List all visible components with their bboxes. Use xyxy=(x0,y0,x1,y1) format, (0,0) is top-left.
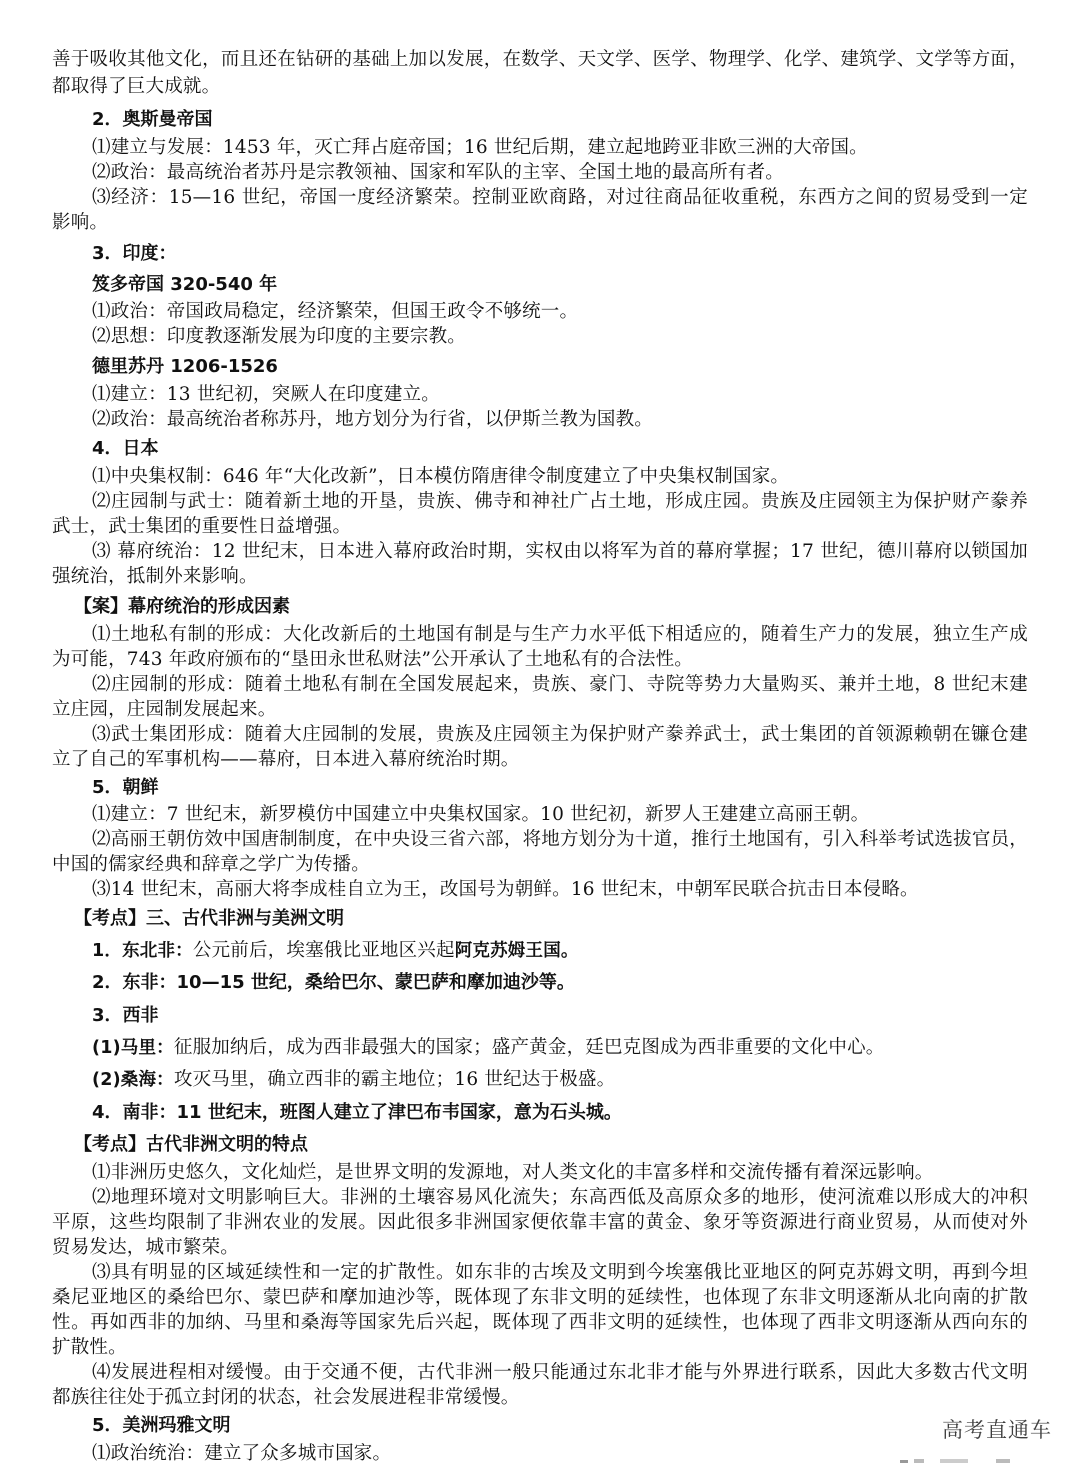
text-line: 强统治，抵制外来影响。 xyxy=(52,566,258,587)
text-line: 善于吸收其他文化，而且还在钻研的基础上加以发展，在数学、天文学、医学、物理学、化学、建筑学、文学等方面， xyxy=(52,49,1028,70)
text-line xyxy=(92,1035,884,1061)
section-heading: 3．印度： xyxy=(92,243,177,264)
text-line: 影响。 xyxy=(52,212,109,233)
text-line: 扩散性。 xyxy=(52,1337,127,1358)
text-line: ⑴中央集权制：646 年“大化改新”，日本模仿隋唐律令制度建立了中央集权制国家。 xyxy=(92,466,790,487)
text-line: ⑵庄园制与武士：随着新土地的开垦，贵族、佛寺和神社广占土地，形成庄园。贵族及庄园领主为保护财产豢养 xyxy=(92,491,1028,512)
text-line: ⑵高丽王朝仿效中国唐制制度，在中央设三省六部，将地方划分为十道，推行土地国有，引入科举考试选拔官员， xyxy=(92,829,1028,850)
section-heading: 5．美洲玛雅文明 xyxy=(92,1415,231,1436)
text-line xyxy=(92,938,579,964)
text-line: ⑵政治：最高统治者称苏丹，地方划分为行省，以伊斯兰教为国教。 xyxy=(92,409,654,430)
text-line: 武士，武士集团的重要性日益增强。 xyxy=(52,516,352,537)
item-label: 1．东北非： xyxy=(92,941,193,961)
note-heading: 【考点】古代非洲文明的特点 xyxy=(74,1134,308,1155)
section-heading: 2．东非：10—15 世纪，桑给巴尔、蒙巴萨和摩加迪沙等。 xyxy=(92,972,575,993)
text-line: ⑵地理环境对文明影响巨大。非洲的土壤容易风化流失；东高西低及高原众多的地形，使河流难以形成大的冲积 xyxy=(92,1187,1028,1208)
text-line: 都族往往处于孤立封闭的状态，社会发展进程非常缓慢。 xyxy=(52,1387,520,1408)
cropped-text-fragment xyxy=(900,1458,1020,1464)
text-line: 立了自己的军事机构——幕府，日本进入幕府统治时期。 xyxy=(52,749,520,770)
text-line: ⑶14 世纪末，高丽大将李成桂自立为王，改国号为朝鲜。16 世纪末，中朝军民联合抗击日本侵略。 xyxy=(92,879,919,900)
section-heading: 【考点】三、古代非洲与美洲文明 xyxy=(74,908,344,929)
text-line: 为可能，743 年政府颁布的“垦田永世私财法”公开承认了土地私有的合法性。 xyxy=(52,649,694,670)
text-line: ⑴土地私有制的形成：大化改新后的土地国有制是与生产力水平低下相适应的，随着生产力的发展，独立生产成 xyxy=(92,624,1028,645)
section-heading: 4．南非：11 世纪末，班图人建立了津巴布韦国家，意为石头城。 xyxy=(92,1102,622,1123)
text-line: 贸易发达，城市繁荣。 xyxy=(52,1237,240,1258)
text-line: ⑶武士集团形成：随着大庄园制的发展，贵族及庄园领主为保护财产豢养武士，武士集团的首领源赖朝在镰仓建 xyxy=(92,724,1028,745)
subsection-heading: 德里苏丹 1206-1526 xyxy=(92,356,278,377)
text-line: ⑶经济：15—16 世纪，帝国一度经济繁荣。控制亚欧商路，对过往商品征收重税，东西方之间的贸易受到一定 xyxy=(92,187,1028,208)
item-label: (2)桑海： xyxy=(92,1070,174,1090)
item-text: 公元前后，埃塞俄比亚地区兴起 xyxy=(192,940,455,961)
text-line: 平原，这些均限制了非洲农业的发展。因此很多非洲国家便依靠丰富的黄金、象牙等资源进行商业贸易，从而使对外 xyxy=(52,1212,1028,1233)
text-line: ⑴政治：帝国政局稳定，经济繁荣，但国王政令不够统一。 xyxy=(92,301,579,322)
text-line: ⑴非洲历史悠久，文化灿烂，是世界文明的发源地，对人类文化的丰富多样和交流传播有着深远影响。 xyxy=(92,1162,934,1183)
text-line xyxy=(92,1067,615,1093)
item-emphasis: 阿克苏姆王国。 xyxy=(454,941,579,961)
text-line: ⑴政治统治：建立了众多城市国家。 xyxy=(92,1443,392,1464)
item-label: (1)马里： xyxy=(92,1038,174,1058)
text-line: 性。再如西非的加纳、马里和桑海等国家先后兴起，既体现了西非文明的延续性，也体现了西非文明逐渐从西向东的 xyxy=(52,1312,1028,1333)
text-line: ⑴建立与发展：1453 年，灭亡拜占庭帝国；16 世纪后期，建立起地跨亚非欧三洲的大帝国。 xyxy=(92,137,868,158)
subsection-heading: 笈多帝国 320-540 年 xyxy=(92,274,278,295)
text-line: ⑶具有明显的区域延续性和一定的扩散性。如东非的古埃及文明到今埃塞俄比亚地区的阿克苏姆文明，再到今坦 xyxy=(92,1262,1028,1283)
text-line: ⑵思想：印度教逐渐发展为印度的主要宗教。 xyxy=(92,326,467,347)
text-line: 都取得了巨大成就。 xyxy=(52,76,221,97)
section-heading: 5．朝鲜 xyxy=(92,777,159,798)
text-line: ⑴建立：13 世纪初，突厥人在印度建立。 xyxy=(92,384,440,405)
text-line: ⑶ 幕府统治：12 世纪末，日本进入幕府政治时期，实权由以将军为首的幕府掌握；17 世纪，德川幕府以锁国加 xyxy=(92,541,1028,562)
item-text: 攻灭马里，确立西非的霸主地位；16 世纪达于极盛。 xyxy=(173,1069,616,1090)
section-heading: 2．奥斯曼帝国 xyxy=(92,109,213,130)
text-line: ⑵庄园制的形成：随着土地私有制在全国发展起来，贵族、豪门、寺院等势力大量购买、兼并土地，8 世纪末建 xyxy=(92,674,1028,695)
text-line: 中国的儒家经典和辞章之学广为传播。 xyxy=(52,854,370,875)
watermark: 高考直通车 xyxy=(942,1418,1052,1442)
text-line: ⑵政治：最高统治者苏丹是宗教领袖、国家和军队的主宰、全国土地的最高所有者。 xyxy=(92,162,784,183)
text-line: ⑴建立：7 世纪末，新罗模仿中国建立中央集权国家。10 世纪初，新罗人王建建立高丽王朝。 xyxy=(92,804,870,825)
item-text: 征服加纳后，成为西非最强大的国家；盛产黄金，廷巴克图成为西非重要的文化中心。 xyxy=(173,1037,885,1058)
text-line: 立庄园，庄园制发展起来。 xyxy=(52,699,277,720)
note-heading: 【案】幕府统治的形成因素 xyxy=(74,596,290,617)
text-line: 桑尼亚地区的桑给巴尔、蒙巴萨和摩加迪沙等，既体现了东非文明的延续性，也体现了东非文明逐渐从北向南的扩散 xyxy=(52,1287,1028,1308)
text-line: ⑷发展进程相对缓慢。由于交通不便，古代非洲一般只能通过东北非才能与外界进行联系，因此大多数古代文明 xyxy=(92,1362,1028,1383)
section-heading: 4．日本 xyxy=(92,438,159,459)
section-heading: 3．西非 xyxy=(92,1005,159,1026)
